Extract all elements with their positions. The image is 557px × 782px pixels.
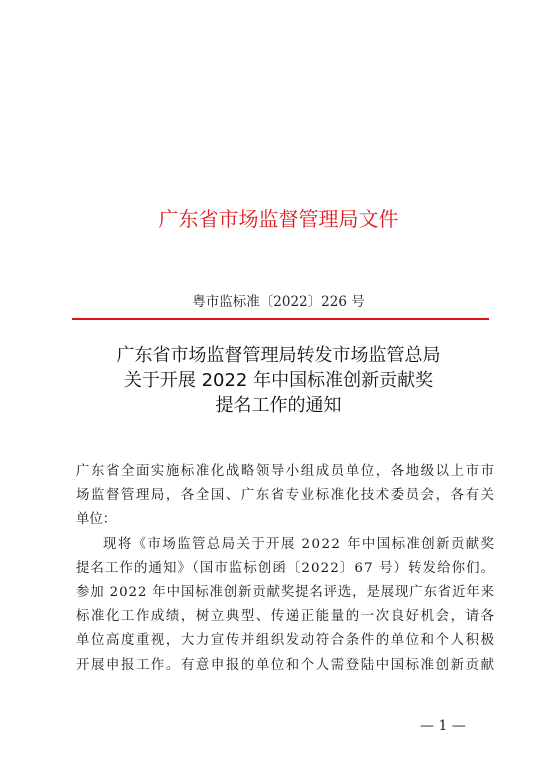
body-line <box>76 533 494 557</box>
body-line <box>76 605 494 629</box>
page-number: — 1 — <box>420 718 466 734</box>
body-line-text: 标准化工作成绩，树立典型、传递正能量的一次良好机会，请各 <box>76 609 496 625</box>
title-line: 提名工作的通知 <box>215 395 342 416</box>
body-line-text: 场监督管理局，各全国、广东省专业标准化技术委员会，各有关 <box>76 488 496 504</box>
body-line-text: 参加 2022 年中国标准创新贡献奖提名评选，是展现广东省近年来 <box>76 585 495 601</box>
document-body <box>76 460 494 678</box>
red-divider-line <box>72 318 489 320</box>
body-line-text: 开展申报工作。有意申报的单位和个人需登陆中国标准创新贡献 <box>76 657 496 673</box>
body-line <box>76 654 494 678</box>
body-line <box>76 557 494 581</box>
body-line-text: 单位高度重视，大力宣传并组织发动符合条件的单位和个人积极 <box>76 633 496 649</box>
body-line-text: 单位： <box>76 512 117 528</box>
title-line: 关于开展 2022 年中国标准创新贡献奖 <box>123 370 434 391</box>
body-line-text: 现将《市场监管总局关于开展 2022 年中国标准创新贡献奖 <box>103 536 496 552</box>
document-masthead: 广东省市场监督管理局文件 <box>158 207 399 231</box>
body-line <box>76 629 494 653</box>
body-line <box>76 581 494 605</box>
body-line <box>76 460 494 484</box>
document-number: 粤市监标准〔2022〕226 号 <box>192 294 365 310</box>
body-line <box>76 484 494 508</box>
body-line <box>76 508 494 532</box>
body-line-text: 提名工作的通知》（国市监标创函〔2022〕67 号）转发给你们。 <box>76 560 496 576</box>
body-line-text: 广东省全面实施标准化战略领导小组成员单位，各地级以上市市 <box>76 464 496 479</box>
document-title <box>0 343 557 418</box>
title-line: 广东省市场监督管理局转发市场监管总局 <box>116 345 441 366</box>
